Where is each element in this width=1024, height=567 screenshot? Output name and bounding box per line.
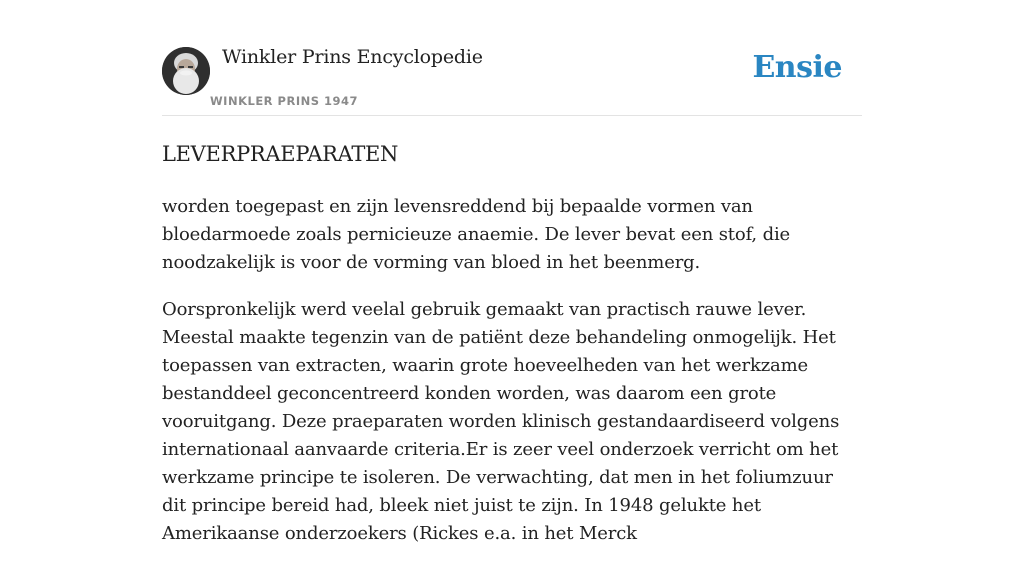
article-paragraph: worden toegepast en zijn levensreddend bij bepaalde vormen van bloedarmoede zoals pernicieuze anaemie. De lever bevat een stof, die noodzakelijk is voor de vorming van bloed in het beenmerg. — [162, 196, 791, 273]
article-paragraph: Oorspronkelijk werd veelal gebruik gemaakt van practisch rauwe lever. Meestal maakte tegenzin van de patiënt deze behandeling onmogelijk. Het toepassen van extracten, waarin grote hoeveelheden van het werkzame bestanddeel geconcentreerd konden worden, was daarom een grote vooruitgang. Deze praeparaten worden klinisch gestandaardiseerd volgens internationaal aanvaarde criteria.Er is zeer veel onderzoek verricht om het werkzame principe te isoleren. De verwachting, dat men in het foliumzuur dit principe bereid had, bleek niet juist te zijn. In 1948 gelukte het Amerikaanse onderzoekers (Rickes e.a. in het Merck — [162, 299, 840, 544]
article-body — [162, 193, 862, 567]
ensie-logo[interactable]: Ensie — [752, 50, 842, 85]
source-subtitle[interactable]: WINKLER PRINS 1947 — [210, 94, 359, 108]
avatar[interactable] — [162, 47, 210, 95]
article-card — [162, 0, 862, 544]
bearded-man-portrait-icon — [162, 47, 210, 95]
article-headword: LEVERPRAEPARATEN — [162, 142, 399, 166]
source-title[interactable]: Winkler Prins Encyclopedie — [222, 46, 483, 68]
source-header — [162, 0, 862, 116]
